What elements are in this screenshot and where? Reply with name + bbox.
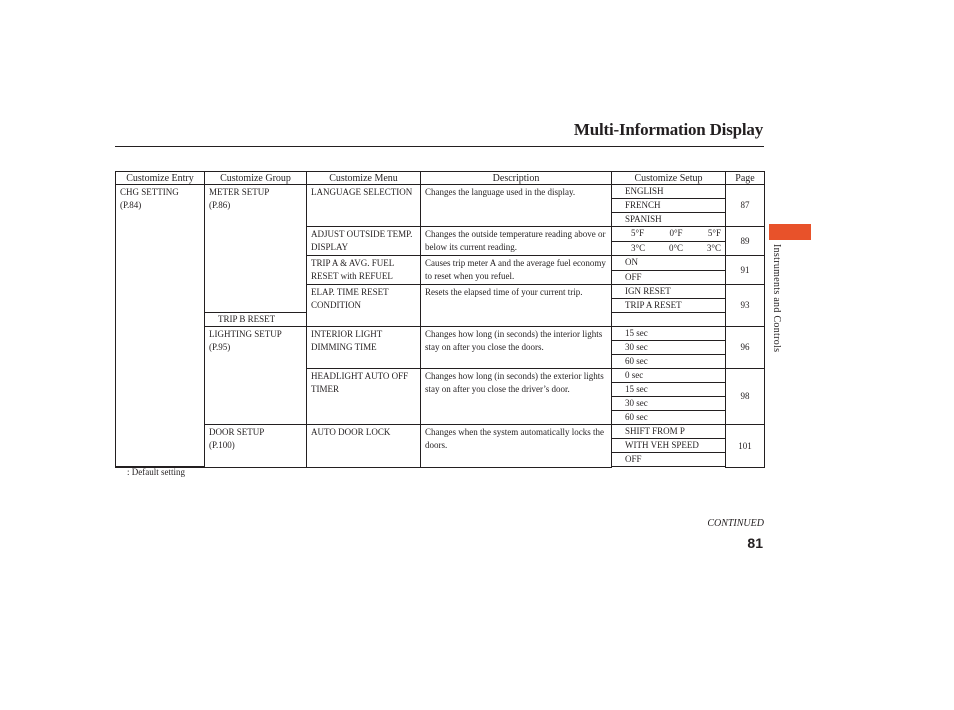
group-name: METER SETUP	[209, 187, 270, 197]
setup-option: 15 sec	[612, 327, 726, 341]
header-customize-entry: Customize Entry	[116, 172, 205, 185]
group-name: DOOR SETUP	[209, 427, 265, 437]
group-cell-lighting-setup	[205, 327, 307, 425]
setup-option: 30 sec	[612, 341, 726, 355]
page-title: Multi-Information Display	[573, 120, 763, 139]
description-elap-time-reset: Resets the elapsed time of your current trip.	[421, 285, 612, 327]
group-name: LIGHTING SETUP	[209, 329, 282, 339]
table-header-row	[116, 172, 765, 185]
entry-name: CHG SETTING	[120, 187, 179, 197]
setup-option: FRENCH	[612, 199, 726, 213]
header-description: Description	[421, 172, 612, 185]
page-ref: 101	[726, 425, 765, 468]
setup-option-celsius	[612, 241, 726, 256]
description-adjust-outside-temp: Changes the outside temperature reading above or below its current reading.	[421, 227, 612, 256]
temp-option: 5°F	[707, 228, 721, 238]
temp-option: 3°C	[631, 242, 646, 253]
setup-option: TRIP B RESET	[205, 313, 307, 327]
continued-label: CONTINUED	[707, 518, 764, 529]
menu-auto-door-lock: AUTO DOOR LOCK	[307, 425, 421, 468]
temp-option: 0°C	[668, 242, 684, 253]
menu-elap-time-reset: ELAP. TIME RESET CONDITION	[307, 285, 421, 327]
section-label: Instruments and Controls	[771, 244, 782, 353]
page-ref: 93	[726, 285, 765, 327]
header-customize-menu: Customize Menu	[307, 172, 421, 185]
setup-option: OFF	[612, 453, 726, 467]
table-row	[116, 327, 765, 341]
header-customize-setup: Customize Setup	[612, 172, 726, 185]
header-customize-group: Customize Group	[205, 172, 307, 185]
footnote: : Default setting	[127, 467, 185, 477]
menu-adjust-outside-temp: ADJUST OUTSIDE TEMP. DISPLAY	[307, 227, 421, 256]
group-cell-meter-setup	[205, 185, 307, 313]
setup-option: WITH VEH SPEED	[612, 439, 726, 453]
setup-option: 0 sec	[612, 369, 726, 383]
setup-option: 60 sec	[612, 355, 726, 369]
header-page: Page	[726, 172, 765, 185]
setup-option: 15 sec	[612, 383, 726, 397]
page-ref: 89	[726, 227, 765, 256]
menu-language-selection: LANGUAGE SELECTION	[307, 185, 421, 227]
title-rule	[115, 146, 764, 147]
setup-option: IGN RESET	[612, 285, 726, 299]
temp-option: 5°F	[631, 228, 645, 238]
setup-option: SHIFT FROM P	[612, 425, 726, 439]
customize-entry-cell	[116, 185, 205, 467]
setup-option: OFF	[612, 270, 726, 285]
group-ref: (P.86)	[209, 200, 231, 210]
section-tab	[769, 224, 811, 240]
group-cell-door-setup	[205, 425, 307, 468]
table-row	[116, 185, 765, 199]
setup-option: ENGLISH	[612, 185, 726, 199]
page-ref: 91	[726, 256, 765, 285]
setup-option: TRIP A RESET	[612, 299, 726, 313]
description-language-selection: Changes the language used in the display.	[421, 185, 612, 227]
description-trip-a-fuel-reset: Causes trip meter A and the average fuel economy to reset when you refuel.	[421, 256, 612, 285]
menu-trip-a-fuel-reset: TRIP A & AVG. FUEL RESET with REFUEL	[307, 256, 421, 285]
customize-table	[115, 171, 765, 468]
setup-option: 60 sec	[612, 411, 726, 425]
table-row	[116, 425, 765, 439]
page-number: 81	[747, 535, 763, 551]
entry-ref: (P.84)	[120, 200, 142, 210]
setup-option-fahrenheit	[612, 227, 726, 242]
group-ref: (P.95)	[209, 342, 231, 352]
menu-headlight-auto-off: HEADLIGHT AUTO OFF TIMER	[307, 369, 421, 425]
description-auto-door-lock: Changes when the system automatically locks the doors.	[421, 425, 612, 468]
setup-option: ON	[612, 256, 726, 271]
menu-interior-light: INTERIOR LIGHT DIMMING TIME	[307, 327, 421, 369]
temp-option: 0°F	[669, 228, 683, 238]
page-ref: 98	[726, 369, 765, 425]
page-ref: 96	[726, 327, 765, 369]
description-headlight-auto-off: Changes how long (in seconds) the exterior lights stay on after you close the driver’s door.	[421, 369, 612, 425]
description-interior-light: Changes how long (in seconds) the interior lights stay on after you close the doors.	[421, 327, 612, 369]
setup-option: SPANISH	[612, 213, 726, 227]
temp-option: 3°C	[706, 242, 721, 253]
group-ref: (P.100)	[209, 440, 235, 450]
page-ref: 87	[726, 185, 765, 227]
setup-option: 30 sec	[612, 397, 726, 411]
